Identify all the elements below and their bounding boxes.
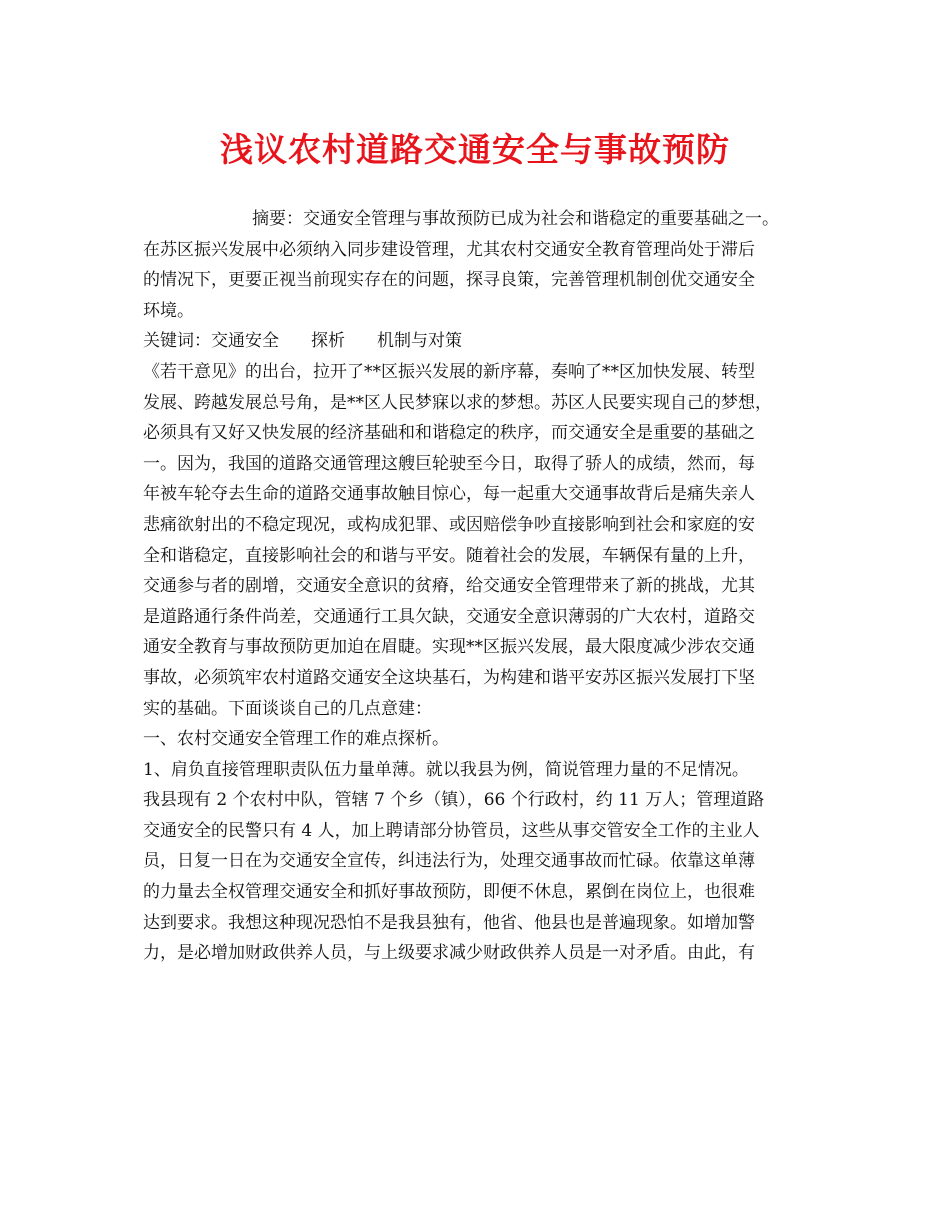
abstract-line: 在苏区振兴发展中必须纳入同步建设管理，尤其农村交通安全教育管理尚处于滞后	[143, 239, 755, 260]
document-body	[143, 204, 811, 969]
paragraph-line: 我县现有 2 个农村中队，管辖 7 个乡（镇），66 个行政村，约 11 万人；管理道路	[143, 790, 765, 811]
paragraph-line: 事故，必须筑牢农村道路交通安全这块基石，为构建和谐平安苏区振兴发展打下坚	[143, 667, 755, 688]
keyword: 机制与对策	[377, 331, 462, 352]
paragraph-line: 悲痛欲射出的不稳定现况，或构成犯罪、或因赔偿争吵直接影响到社会和家庭的安	[143, 514, 755, 535]
paragraph-line: 是道路通行条件尚差，交通通行工具欠缺，交通安全意识薄弱的广大农村，道路交	[143, 606, 755, 627]
abstract-line: 的情况下，更要正视当前现实存在的问题，探寻良策，完善管理机制创优交通安全	[143, 270, 755, 291]
paragraph-line: 的力量去全权管理交通安全和抓好事故预防，即便不休息，累倒在岗位上，也很难	[143, 882, 755, 903]
keyword: 探析	[311, 331, 345, 352]
paragraph-line: 年被车轮夺去生命的道路交通事故触目惊心，每一起重大交通事故背后是痛失亲人	[143, 484, 755, 505]
abstract-line: 环境。	[143, 300, 194, 321]
paragraph-line: 实的基础。下面谈谈自己的几点意建：	[143, 698, 432, 719]
paragraph-line: 交通参与者的剧增，交通安全意识的贫瘠，给交通安全管理带来了新的挑战，尤其	[143, 576, 755, 597]
abstract-line: 摘要：交通安全管理与事故预防已成为社会和谐稳定的重要基础之一。	[252, 209, 779, 229]
section-heading: 一、农村交通安全管理工作的难点探析。	[143, 729, 449, 750]
paragraph-line: 员，日复一日在为交通安全宣传，纠违法行为，处理交通事故而忙碌。依靠这单薄	[143, 851, 755, 872]
keywords-line	[143, 326, 811, 357]
document-title: 浅议农村道路交通安全与事故预防	[220, 130, 730, 169]
paragraph-line: 力，是必增加财政供养人员，与上级要求减少财政供养人员是一对矛盾。由此，有	[143, 943, 755, 964]
paragraph-line: 发展、跨越发展总号角，是**区人民梦寐以求的梦想。苏区人民要实现自己的梦想，	[143, 392, 772, 413]
paragraph-line: 必须具有又好又快发展的经济基础和和谐稳定的秩序，而交通安全是重要的基础之	[143, 423, 755, 444]
paragraph-line: 达到要求。我想这种现况恐怕不是我县独有，他省、他县也是普遍现象。如增加警	[143, 912, 755, 933]
paragraph-line: 1、肩负直接管理职责队伍力量单薄。就以我县为例，简说管理力量的不足情况。	[143, 759, 749, 780]
keyword: 交通安全	[211, 331, 279, 352]
paragraph-line: 一。因为，我国的道路交通管理这艘巨轮驶至今日，取得了骄人的成绩，然而，每	[143, 453, 755, 474]
paragraph-line: 全和谐稳定，直接影响社会的和谐与平安。随着社会的发展，车辆保有量的上升，	[143, 545, 755, 566]
keywords-label: 关键词：	[143, 331, 211, 352]
paragraph-line: 通安全教育与事故预防更加迫在眉睫。实现**区振兴发展，最大限度减少涉农交通	[143, 637, 755, 658]
paragraph-line: 《若干意见》的出台，拉开了**区振兴发展的新序幕，奏响了**区加快发展、转型	[143, 361, 755, 382]
paragraph-line: 交通安全的民警只有 4 人，加上聘请部分协管员，这些从事交管安全工作的主业人	[143, 820, 760, 841]
